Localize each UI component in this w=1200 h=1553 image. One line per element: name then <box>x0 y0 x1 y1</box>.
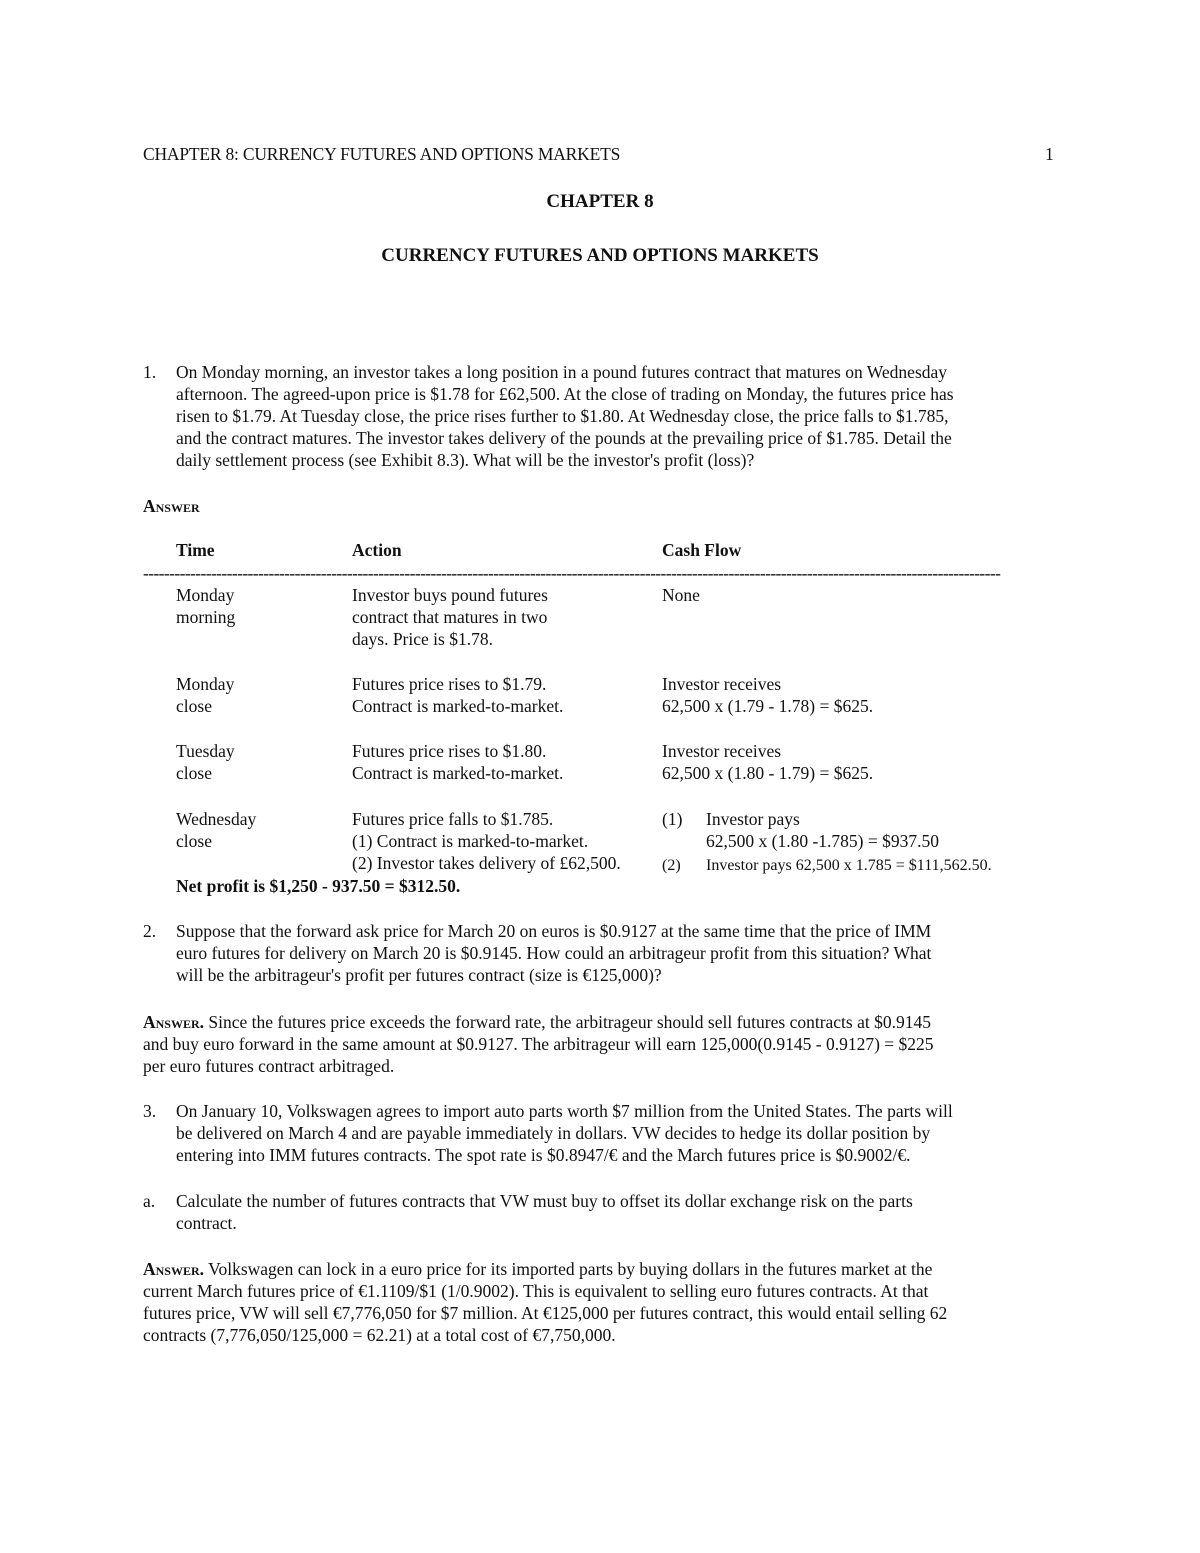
cell-line: Monday <box>176 585 235 605</box>
q1-line: daily settlement process (see Exhibit 8.3). What will be the investor's profit (loss)? <box>176 450 755 470</box>
table-row-4-action <box>352 808 621 874</box>
q1-line: and the contract matures. The investor takes delivery of the pounds at the prevailing price of $1.785. Detail the <box>176 428 952 448</box>
table-row-3-cash <box>662 740 873 784</box>
question-3-number: 3. <box>143 1101 157 1121</box>
question-1-number: 1. <box>143 362 157 382</box>
q3a-line: contract. <box>176 1213 237 1233</box>
cell-line: Wednesday <box>176 809 257 829</box>
chapter-title: CHAPTER 8 <box>546 191 654 212</box>
table-header-time: Time <box>176 540 215 560</box>
running-header-title: CHAPTER 8: CURRENCY FUTURES AND OPTIONS MARKETS <box>143 144 621 164</box>
table-header-action: Action <box>352 540 402 560</box>
question-2-text <box>176 920 1048 986</box>
table-divider: -------------------------------------------------------------------------------------------------------------------------------------------------------------------- <box>143 563 1001 583</box>
question-2-answer-label: Answer. <box>143 1012 205 1032</box>
answer-line: per euro futures contract arbitraged. <box>143 1056 395 1076</box>
table-row-2-action <box>352 673 563 717</box>
cash-marker-1: (1) <box>662 809 683 829</box>
question-2-number: 2. <box>143 921 157 941</box>
question-3-answer <box>143 1258 1048 1346</box>
q3-line: be delivered on March 4 and are payable immediately in dollars. VW decides to hedge its dollar position by <box>176 1123 931 1143</box>
q3-line: On January 10, Volkswagen agrees to import auto parts worth $7 million from the United States. The parts will <box>176 1101 953 1121</box>
cell-line: close <box>176 831 212 851</box>
answer-line: Since the futures price exceeds the forward rate, the arbitrageur should sell futures contracts at $0.9145 <box>208 1012 931 1032</box>
table-row-4-cash <box>706 808 939 852</box>
question-3a-label: a. <box>143 1191 156 1211</box>
cell-line: 62,500 x (1.80 -1.785) = $937.50 <box>706 831 939 851</box>
cell-line: 62,500 x (1.80 - 1.79) = $625. <box>662 763 874 783</box>
cell-line: Investor receives <box>662 741 782 761</box>
cell-line: (2) Investor takes delivery of £62,500. <box>352 853 621 873</box>
chapter-subtitle: CURRENCY FUTURES AND OPTIONS MARKETS <box>381 245 819 266</box>
answer-line: and buy euro forward in the same amount at $0.9127. The arbitrageur will earn 125,000(0.9145 - 0.9127) = $225 <box>143 1034 934 1054</box>
cell-line: close <box>176 763 212 783</box>
cash-marker-2: (2) <box>662 857 681 874</box>
cell-line: morning <box>176 607 236 627</box>
answer-line: current March futures price of €1.1109/$1 (1/0.9002). This is equivalent to selling euro futures contracts. At that <box>143 1281 929 1301</box>
table-row-2-time <box>176 673 234 717</box>
table-row-4-cash-delivery: Investor pays 62,500 x 1.785 = $111,562.50. <box>706 857 992 874</box>
question-3-text <box>176 1100 1048 1166</box>
question-3-answer-label: Answer. <box>143 1259 205 1279</box>
table-row-1-time <box>176 584 235 628</box>
table-row-4-time <box>176 808 256 852</box>
cell-line: close <box>176 696 212 716</box>
cell-line: Futures price rises to $1.79. <box>352 674 547 694</box>
cell-line: None <box>662 585 700 605</box>
q2-line: will be the arbitrageur's profit per futures contract (size is €125,000)? <box>176 965 662 985</box>
cell-line: Tuesday <box>176 741 235 761</box>
q3-line: entering into IMM futures contracts. The spot rate is $0.8947/€ and the March futures price is $0.9002/€. <box>176 1145 911 1165</box>
cell-line: Contract is marked-to-market. <box>352 763 564 783</box>
question-1-text <box>176 361 1048 471</box>
q1-line: afternoon. The agreed-upon price is $1.78 for £62,500. At the close of trading on Monday, the futures price has <box>176 384 954 404</box>
cell-line: Contract is marked-to-market. <box>352 696 564 716</box>
answer-line: futures price, VW will sell €7,776,050 for $7 million. At €125,000 per futures contract, this would entail selling 62 <box>143 1303 948 1323</box>
cell-line: Investor pays <box>706 809 800 829</box>
question-3a-text <box>176 1190 1048 1234</box>
q1-line: On Monday morning, an investor takes a long position in a pound futures contract that matures on Wednesday <box>176 362 948 382</box>
cell-line: 62,500 x (1.79 - 1.78) = $625. <box>662 696 874 716</box>
q1-line: risen to $1.79. At Tuesday close, the price rises further to $1.80. At Wednesday close, the price falls to $1.785, <box>176 406 949 426</box>
table-row-3-action <box>352 740 563 784</box>
page-number: 1 <box>1045 144 1054 164</box>
answer-line: Volkswagen can lock in a euro price for its imported parts by buying dollars in the futures market at the <box>208 1259 933 1279</box>
q3a-line: Calculate the number of futures contracts that VW must buy to offset its dollar exchange risk on the parts <box>176 1191 913 1211</box>
question-2-answer <box>143 1011 1048 1077</box>
q2-line: euro futures for delivery on March 20 is $0.9145. How could an arbitrageur profit from this situation? What <box>176 943 932 963</box>
table-row-3-time <box>176 740 235 784</box>
answer-line: contracts (7,776,050/125,000 = 62.21) at a total cost of €7,750,000. <box>143 1325 616 1345</box>
cell-line: (1) Contract is marked-to-market. <box>352 831 589 851</box>
table-row-1-action <box>352 584 548 650</box>
net-profit: Net profit is $1,250 - 937.50 = $312.50. <box>176 876 461 896</box>
cell-line: Futures price rises to $1.80. <box>352 741 547 761</box>
table-row-1-cash <box>662 584 700 606</box>
cell-line: days. Price is $1.78. <box>352 629 493 649</box>
cell-line: Futures price falls to $1.785. <box>352 809 554 829</box>
cell-line: Investor receives <box>662 674 782 694</box>
question-1-answer-label: Answer <box>143 496 200 516</box>
q2-line: Suppose that the forward ask price for March 20 on euros is $0.9127 at the same time that the price of IMM <box>176 921 932 941</box>
cell-line: Investor buys pound futures <box>352 585 548 605</box>
cell-line: contract that matures in two <box>352 607 548 627</box>
cell-line: Monday <box>176 674 235 694</box>
table-row-2-cash <box>662 673 873 717</box>
table-header-cash-flow: Cash Flow <box>662 540 742 560</box>
